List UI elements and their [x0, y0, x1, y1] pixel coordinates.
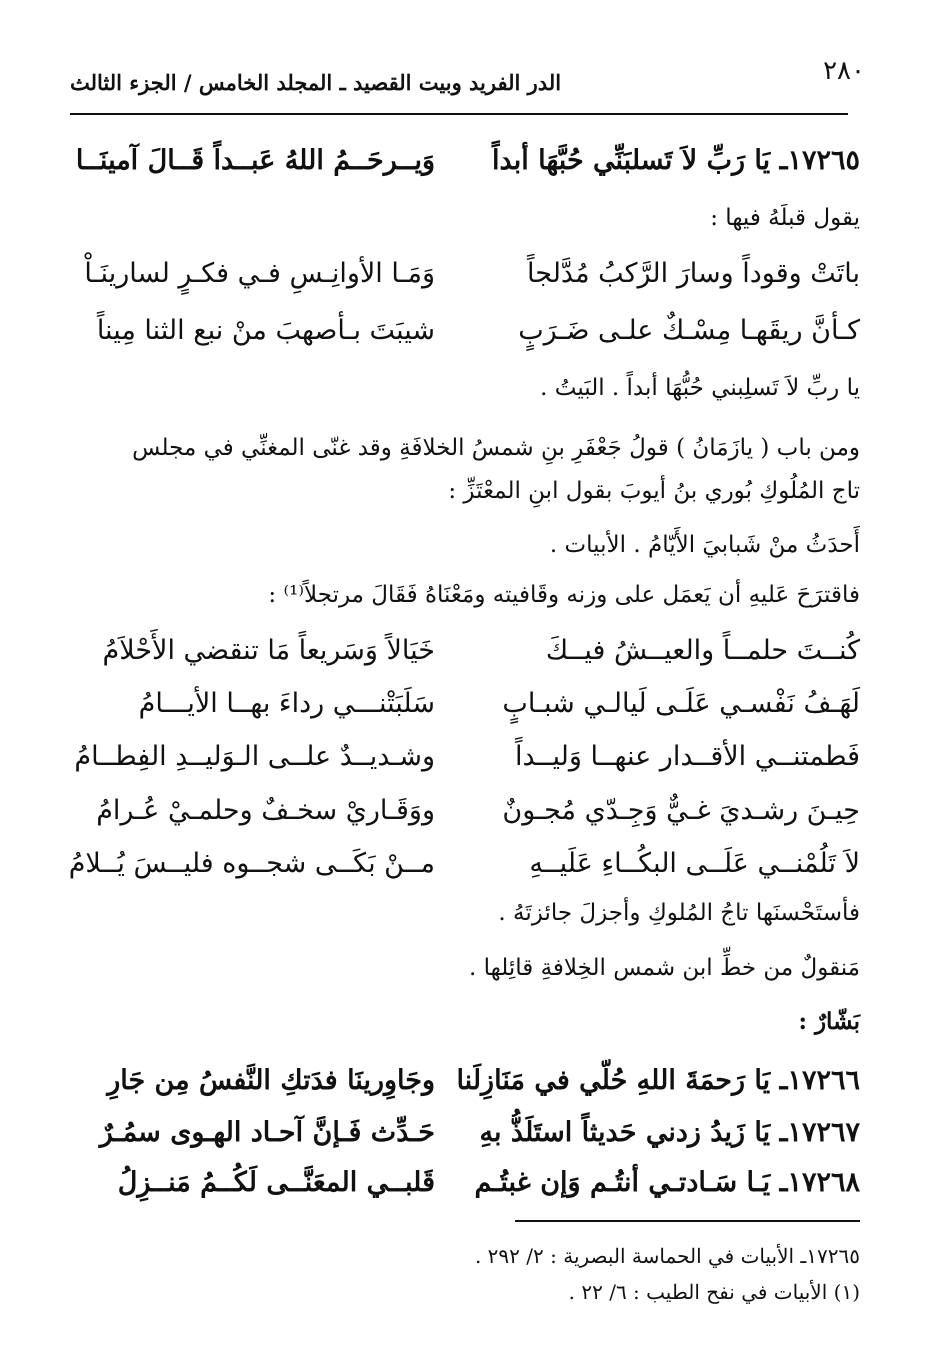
verse-second-hemistich: وجَاوِرينَا فدَتكِ النَّفسُ مِن جَارِ [107, 1065, 435, 1096]
prose-line: فاقترَحَ عَليهِ أن يَعمَل على وزنه وقَافيته ومَعْنَاهُ فَقَالَ مرتجلاً⁽¹⁾ : [268, 582, 860, 608]
verse-first-hemistich: فَطمتنــي الأقــدار عنهــا وَليــداً [514, 741, 860, 772]
verse-line [75, 1167, 860, 1217]
verse-line [75, 315, 860, 365]
prose-line: فأستَحْسنَها تاجُ المُلوكِ وأجزلَ جائزتَهُ . [498, 900, 860, 926]
verse-line [75, 145, 860, 195]
verse-line [75, 1117, 860, 1167]
verse-line [75, 258, 860, 308]
verse-line [75, 741, 860, 791]
verse-second-hemistich: مــنْ بَكَــى شجــوه فليــسَ يُــلامُ [68, 848, 435, 879]
verse-second-hemistich: سَلَبَتْنـــي رداءَ بهــا الأيـــامُ [138, 688, 435, 719]
prose-line: أَحدَثُ منْ شَبابيَ الأَيّامُ . الأبيات . [549, 532, 860, 558]
verse-second-hemistich: قَلبــي المعَنَّــى لَكُــمُ مَنــزِلُ [117, 1167, 435, 1198]
footnote-1: ١٧٢٦٥ـ الأبيات في الحماسة البصرية : ٢/ ٢٩٢ . [474, 1244, 860, 1268]
prose-line: ومن باب ( يازَمَانُ ) قولُ جَعْفَرِ بنِ شمسُ الخلافَةِ وقد غنّى المغنِّي في مجلس [132, 435, 860, 461]
verse-second-hemistich: خَيَالاً وَسَريعاً مَا تنقضي الأَحْلاَمُ [102, 635, 435, 666]
verse-second-hemistich: وشـديــدٌ علــى الـوَليــدِ الفِطــامُ [74, 741, 435, 772]
verse-second-hemistich: ووَقَـاريْ سخـفٌ وحلمـيْ عُـرامُ [96, 795, 435, 826]
verse-first-hemistich: كُنــتَ حلمــاً والعيــشُ فيــكَ [545, 635, 860, 666]
verse-first-hemistich: كـأنَّ ريقَهـا مِسْـكٌ علـى ضَـرَبٍ [518, 315, 860, 346]
prose-line: يا ربِّ لاَ تَسلِبني حُبُّهَا أبداً . البَيتُ . [540, 375, 860, 401]
verse-second-hemistich: حَـدِّث فَـإنَّ آحـاد الهـوى سمُـرٌ [99, 1117, 435, 1148]
prose-line: مَنقولٌ من خطِّ ابن شمس الخِلافةِ قائِلها . [469, 955, 860, 981]
verse-second-hemistich: وَمَـا الأوانِـسِ فـي فكـرٍ لسارينَـاْ [84, 258, 435, 289]
prose-line: بَشّارٌ : [798, 1008, 860, 1035]
footnote-2: (١) الأبيات في نفح الطيب : ٦/ ٢٢ . [568, 1280, 860, 1304]
verse-first-hemistich: ١٧٢٦٥ـ يَا رَبِّ لاَ تَسلبَنِّي حُبَّهَا أبداً [492, 145, 860, 176]
verse-second-hemistich: وَيــرحَــمُ اللهُ عَبــداً قَــالَ آمينَــا [75, 145, 435, 176]
verse-first-hemistich: لَهَـفُ نَفْسـي عَلَـى لَيالـي شبـابٍ [502, 688, 860, 719]
verse-line [75, 795, 860, 845]
verse-line [75, 635, 860, 685]
header-rule [70, 113, 848, 115]
verse-line [75, 688, 860, 738]
verse-first-hemistich: ١٧٢٦٦ـ يَا رَحمَةَ اللهِ حُلّي في مَنَازِلَنا [456, 1065, 860, 1096]
verse-first-hemistich: ١٧٢٦٨ـ يَـا سَـادتـي أنتُـم وَإن غبتُـم [474, 1167, 860, 1198]
verse-first-hemistich: ١٧٢٦٧ـ يَا زَيدُ زدني حَديثاً استَلَذُّ بهِ [479, 1117, 860, 1148]
verse-first-hemistich: باتَتْ وقوداً وسارَ الرَّكبُ مُدَّلجاً [527, 258, 860, 289]
page-number: ٢٨٠ [823, 56, 865, 86]
prose-line: تاج المُلُوكِ بُوري بنُ أيوبَ بقول ابنِ المعْتَزِّ : [448, 478, 860, 504]
footnote-separator [515, 1220, 860, 1222]
running-header: الدر الفريد وبيت القصيد ـ المجلد الخامس / الجزء الثالث [70, 70, 562, 95]
prose-line: يقول قبلَهُ فيها : [710, 205, 860, 231]
verse-line [75, 1065, 860, 1115]
verse-line [68, 848, 860, 898]
verse-first-hemistich: حِيـنَ رشـديَ غـيٌّ وَجِـدّي مُجـونٌ [502, 795, 860, 826]
verse-second-hemistich: شيبَتَ بـأصهبَ منْ نبع الثنا مِيناً [96, 315, 435, 346]
verse-first-hemistich: لاَ تَلُمْنــي عَلَــى البكُــاءِ عَلَيــهِ [529, 848, 860, 879]
